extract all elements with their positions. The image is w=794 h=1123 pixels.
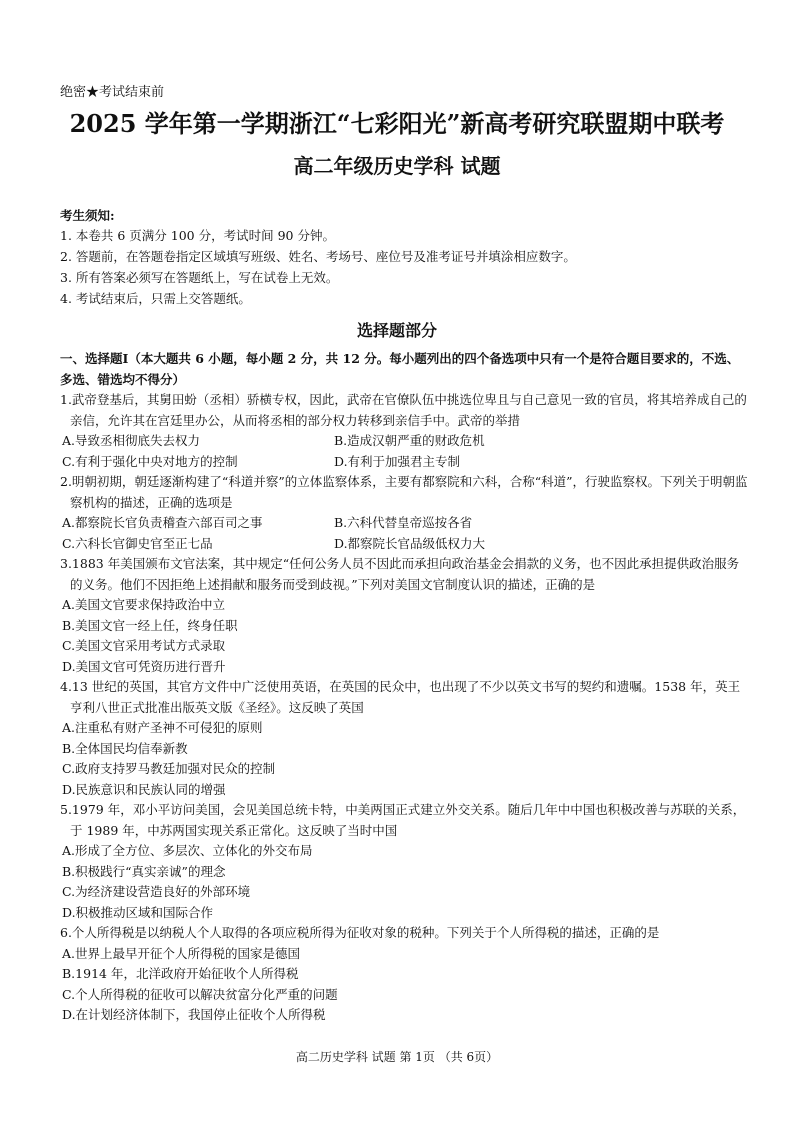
option-d: D.积极推动区域和国际合作 [62, 904, 214, 920]
question-area [60, 348, 750, 1026]
option-a: A.导致丞相彻底失去权力 [62, 433, 201, 448]
part-title: 一、选择题Ⅰ（本大题共 6 小题，每小题 2 分，共 12 分。每小题列出的四个备选项中只有一个是符合题目要求的，不选、多选、错选均不得分） [60, 351, 740, 387]
question-stem: 5.1979 年，邓小平访问美国，会见美国总统卡特，中美两国正式建立外交关系。随后几年中中国也积极改善与苏联的关系，于 1989 年，中苏两国实现关系正常化。这反映了当时中国 [60, 802, 746, 838]
option-a: A.注重私有财产圣神不可侵犯的原则 [62, 720, 263, 735]
question-stem: 2.明朝初期，朝廷逐渐构建了“科道并察”的立体监察体系，主要有都察院和六科，合称“科道”，行驶监察权。下列关于明朝监察机构的描述，正确的选项是 [60, 474, 748, 510]
option-b: B.1914 年，北洋政府开始征收个人所得税 [62, 966, 299, 981]
option-c: C.政府支持罗马教廷加强对民众的控制 [62, 761, 276, 776]
option-d: D.有利于加强君主专制 [334, 453, 461, 469]
page-footer: 高二历史学科 试题 第 1页 （共 6页） [295, 1050, 499, 1064]
option-a: A.形成了全方位、多层次、立体化的外交布局 [62, 843, 313, 858]
option-d: D.民族意识和民族认同的增强 [62, 781, 226, 797]
question-6 [60, 923, 750, 1026]
option-b: B.六科代替皇帝巡按各省 [334, 515, 473, 530]
option-c: C.有利于强化中央对地方的控制 [62, 453, 238, 469]
option-c: C.美国文官采用考试方式录取 [62, 638, 226, 653]
question-stem: 3.1883 年美国颁布文官法案，其中规定“任何公务人员不因此而承担向政治基金会捐款的义务，也不因此承担提供政治服务的义务。他们不因拒绝上述捐献和服务而受到歧视。”下列对美国文官制度认识的描述，正确的是 [60, 556, 740, 592]
option-row [60, 452, 750, 473]
question-5 [60, 800, 750, 923]
option-a: A.美国文官要求保持政治中立 [62, 597, 226, 612]
option-d: D.在计划经济体制下，我国停止征收个人所得税 [62, 1007, 326, 1022]
notice-item: 1. 本卷共 6 页满分 100 分，考试时间 90 分钟。 [60, 228, 335, 243]
notice-item: 3. 所有答案必须写在答题纸上，写在试卷上无效。 [60, 270, 339, 285]
question-1 [60, 390, 750, 472]
option-c: C.为经济建设营造良好的外部环境 [62, 884, 251, 899]
exam-subtitle: 高二年级历史学科 试题 [293, 154, 501, 178]
option-a: A.世界上最早开征个人所得税的国家是德国 [62, 945, 301, 961]
option-b: B.积极践行“真实亲诚”的理念 [62, 863, 226, 879]
option-row [60, 431, 750, 452]
candidate-notice [60, 206, 750, 309]
question-2 [60, 472, 750, 554]
section-title: 选择题部分 [356, 321, 437, 340]
option-b: B.美国文官一经上任，终身任职 [62, 617, 238, 633]
question-stem: 1.武帝登基后，其舅田蚡（丞相）骄横专权，因此，武帝在官僚队伍中挑选位卑且与自己意见一致的官员，将其培养成自己的亲信，允许其在宫廷里办公，从而将丞相的部分权力转移到亲信手中。武帝的举措 [60, 392, 747, 428]
notice-item: 2. 答题前，在答题卷指定区域填写班级、姓名、考场号、座位号及准考证号并填涂相应数字。 [60, 249, 576, 264]
exam-title: 2025 学年第一学期浙江“七彩阳光”新高考研究联盟期中联考 [69, 109, 725, 138]
option-b: B.造成汉朝严重的财政危机 [334, 433, 485, 448]
notice-item: 4. 考试结束后，只需上交答题纸。 [60, 291, 251, 306]
notice-heading: 考生须知: [60, 208, 115, 223]
option-row [60, 534, 750, 555]
option-c: C.六科长官御史官至正七品 [62, 535, 213, 551]
question-stem: 4.13 世纪的英国，其官方文件中广泛使用英语，在英国的民众中，也出现了不少以英文书写的契约和遗嘱。1538 年，英王亨利八世正式批准出版英文版《圣经》。这反映了英国 [60, 679, 741, 715]
option-row [60, 513, 750, 534]
option-d: D.都察院长官品级低权力大 [334, 535, 486, 551]
secret-mark: 绝密★考试结束前 [60, 85, 165, 100]
option-c: C.个人所得税的征收可以解决贫富分化严重的问题 [62, 986, 338, 1002]
option-b: B.全体国民均信奉新教 [62, 740, 188, 756]
question-3 [60, 554, 750, 677]
question-stem: 6.个人所得税是以纳税人个人取得的各项应税所得为征收对象的税种。下列关于个人所得税的描述，正确的是 [60, 925, 660, 940]
option-d: D.美国文官可凭资历进行晋升 [62, 658, 226, 674]
option-a: A.都察院长官负责稽查六部百司之事 [62, 515, 263, 530]
question-4 [60, 677, 750, 800]
